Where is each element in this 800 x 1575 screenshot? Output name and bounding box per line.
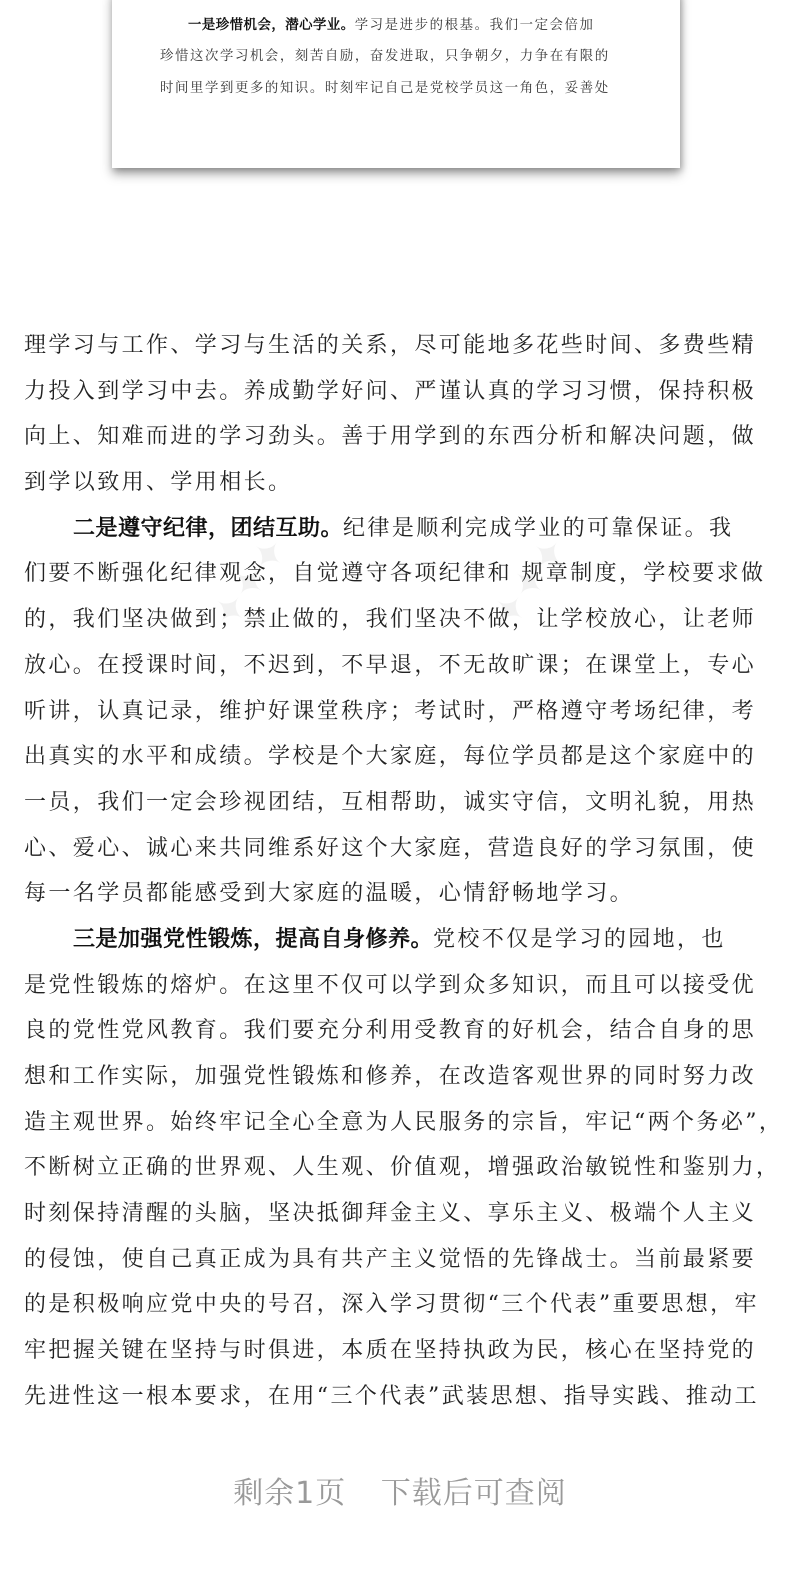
preview-page-card xyxy=(112,0,680,168)
text-line-content: 不断树立正确的世界观、人生观、价值观，增强政治敏锐性和鉴别力， xyxy=(24,1155,781,1181)
text-line-content: 出真实的水平和成绩。学校是个大家庭，每位学员都是这个家庭中的 xyxy=(24,744,757,770)
text-line xyxy=(24,1198,784,1244)
text-line-content: 听讲，认真记录，维护好课堂秩序；考试时，严格遵守考场纪律，考 xyxy=(24,698,757,724)
watermark: ✦✦✦ xyxy=(202,528,298,638)
text-line xyxy=(24,513,784,559)
text-line-content: 每一名学员都能感受到大家庭的温暖，心情舒畅地学习。 xyxy=(24,881,635,907)
paragraph-bold-lead: 二是遵守纪律，团结互助。 xyxy=(73,515,344,541)
text-line-content: 时刻保持清醒的头脑，坚决抵御拜金主义、享乐主义、极端个人主义 xyxy=(24,1201,757,1227)
text-line-content: 到学以致用、学用相长。 xyxy=(24,470,293,496)
card-line-text: 时间里学到更多的知识。时刻牢记自己是党校学员这一角色，妥善处 xyxy=(160,81,610,96)
text-line xyxy=(24,1015,784,1061)
card-line xyxy=(160,77,640,96)
text-line-content: 牢把握关键在坚持与时俱进，本质在坚持执政为民，核心在坚持党的 xyxy=(24,1338,757,1364)
card-bold-lead: 一是珍惜机会，潜心学业。 xyxy=(188,18,355,33)
text-line-content: 心、爱心、诚心来共同维系好这个大家庭，营造良好的学习氛围，使 xyxy=(24,835,757,861)
text-line xyxy=(24,1152,784,1198)
text-line-content: 先进性这一根本要求，在用“三个代表”武装思想、指导实践、推动工 xyxy=(24,1383,759,1409)
text-line-content: 良的党性党风教育。我们要充分利用受教育的好机会，结合自身的思 xyxy=(24,1018,757,1044)
text-line-content: 想和工作实际，加强党性锻炼和修养，在改造客观世界的同时努力改 xyxy=(24,1064,757,1089)
text-line xyxy=(24,1381,784,1427)
text-line xyxy=(24,696,784,742)
text-line-content: 造主观世界。始终牢记全心全意为人民服务的宗旨，牢记“两个务必”， xyxy=(24,1109,784,1135)
text-line-content: 一员，我们一定会珍视团结，互相帮助，诚实守信，文明礼貌，用热 xyxy=(24,789,757,815)
text-line xyxy=(24,833,784,879)
text-line xyxy=(24,1061,784,1107)
text-line-content: 的，我们坚决做到；禁止做的，我们坚决不做，让学校放心，让老师 xyxy=(24,607,757,633)
text-line xyxy=(24,558,784,604)
paragraph-bold-lead: 三是加强党性锻炼，提高自身修养。 xyxy=(73,926,434,952)
text-line xyxy=(24,970,784,1016)
text-line xyxy=(24,1244,784,1290)
card-line-text: 学习是进步的根基。我们一定会倍加 xyxy=(354,18,595,33)
document-body xyxy=(24,330,784,1427)
card-line-text: 珍惜这次学习机会，刻苦自励，奋发进取，只争朝夕，力争在有限的 xyxy=(160,49,610,64)
text-line xyxy=(24,878,784,924)
text-line-content: 理学习与工作、学习与生活的关系，尽可能地多花些时间、多费些精 xyxy=(24,333,757,358)
text-line xyxy=(24,741,784,787)
text-line xyxy=(24,924,784,970)
text-line-content: 纪律是顺利完成学业的可靠保证。我 xyxy=(343,515,734,541)
card-line xyxy=(160,45,640,64)
text-line-content: 们要不断强化纪律观念，自觉遵守各项纪律和 规章制度，学校要求做 xyxy=(24,561,766,587)
text-line-content: 力投入到学习中去。养成勤学好问、严谨认真的学习习惯，保持积极 xyxy=(24,378,757,404)
text-line xyxy=(24,421,784,467)
text-line xyxy=(24,467,784,513)
text-line xyxy=(24,650,784,696)
text-line xyxy=(24,330,784,376)
text-line-content: 是党性锻炼的熔炉。在这里不仅可以学到众多知识，而且可以接受优 xyxy=(24,972,757,998)
text-line xyxy=(24,1107,784,1153)
text-line-content: 党校不仅是学习的园地，也 xyxy=(433,926,726,952)
remaining-pages-notice[interactable]: 剩余1页 下载后可查阅 xyxy=(233,1476,567,1511)
text-line xyxy=(24,604,784,650)
text-line-content: 向上、知难而进的学习劲头。善于用学到的东西分析和解决问题，做 xyxy=(24,424,757,450)
text-line-content: 的是积极响应党中央的号召，深入学习贯彻“三个代表”重要思想，牢 xyxy=(24,1292,759,1318)
text-line xyxy=(24,1335,784,1381)
text-line-content: 的侵蚀，使自己真正成为具有共产主义觉悟的先锋战士。当前最紧要 xyxy=(24,1246,757,1272)
text-line xyxy=(24,1289,784,1335)
card-line xyxy=(160,14,640,33)
watermark: ✦✦✦ xyxy=(482,528,578,638)
text-line xyxy=(24,787,784,833)
text-line xyxy=(24,376,784,422)
text-line-content: 放心。在授课时间，不迟到，不早退，不无故旷课；在课堂上，专心 xyxy=(24,652,757,678)
